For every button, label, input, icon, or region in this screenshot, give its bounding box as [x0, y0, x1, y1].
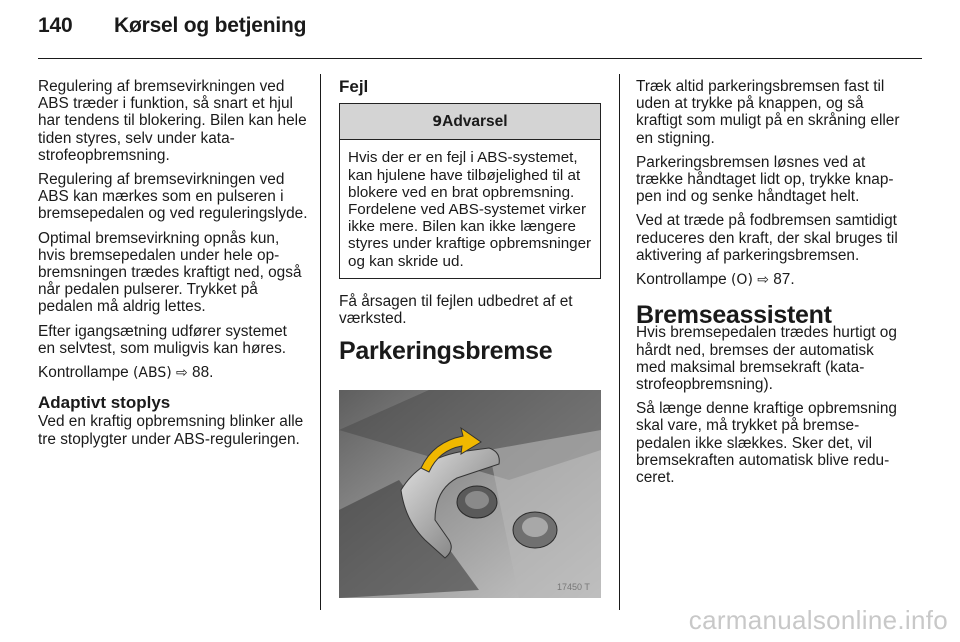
paragraph: Ved en kraftig opbremsning blinker alle tre stoplygter under ABS-reguleringen. [38, 413, 304, 448]
column-divider-1 [320, 74, 321, 610]
abs-warning-icon: (ABS) [132, 365, 172, 382]
column-left [38, 78, 308, 455]
column-right [636, 78, 902, 493]
reference-label: Kontrollampe [38, 364, 129, 382]
warning-title: Advarsel [442, 113, 508, 131]
page-header [38, 14, 306, 38]
paragraph: Optimal bremsevirkning opnås kun, hvis bremsepedalen under hele opbremsningen trædes kraftigt ned, også når pedalen pulserer. Trykket på pedalen må aldrig lettes. [38, 229, 302, 316]
paragraph: Træk altid parkeringsbremsen fast til uden at trykke på knappen, og så kraftigt som muligt på en skråning eller en stigning. [636, 78, 900, 147]
page-title: Kørsel og betjening [114, 14, 307, 37]
reference-label: Kontrollampe [636, 271, 727, 289]
page-reference[interactable]: 88. [192, 364, 214, 382]
warning-triangle-icon: 9 [432, 114, 443, 131]
image-code: 17450 T [557, 582, 590, 592]
column-divider-2 [619, 74, 620, 610]
section-heading: Bremseassistent [636, 301, 832, 330]
page-number: 140 [38, 14, 73, 37]
parking-brake-photo [339, 390, 601, 598]
page-reference-arrow-icon: ⇨ [757, 272, 769, 289]
paragraph: Få årsagen til fejlen udbedret af et værksted. [339, 292, 573, 328]
page-reference-arrow-icon: ⇨ [176, 365, 188, 382]
section-heading: Fejl [339, 77, 369, 96]
section-heading: Adaptivt stoplys [38, 393, 171, 413]
watermark: carmanualsonline.info [688, 605, 948, 635]
paragraph: Ved at træde på fodbremsen samtidigt reduceres den kraft, der skal bruges til aktivering af parkeringsbremsen. [636, 212, 898, 264]
paragraph: Så længe denne kraftige opbremsning skal vare, må trykket på bremsepedalen ikke slækkes. Sker det, vil bremsekraften automatisk blive reduceret. [636, 400, 897, 487]
page-reference[interactable]: 87. [773, 271, 795, 289]
paragraph: Regulering af bremsevirkningen ved ABS træder i funktion, så snart et hjul har tendens til blokering. Bilen kan hele tiden styres, selv under katastrofeopbremsning. [38, 78, 307, 164]
column-middle [339, 77, 601, 366]
paragraph: Hvis bremsepedalen trædes hurtigt og hårdt ned, bremses der automatisk med maksimal bremsekraft (katastrofeopbremsning). [636, 324, 897, 394]
paragraph-reference [38, 364, 308, 382]
header-rule [38, 58, 922, 59]
parking-brake-warning-icon: (O) [730, 272, 753, 289]
section-heading: Parkeringsbremse [339, 337, 553, 366]
paragraph: Efter igangsætning udfører systemet en selvtest, som muligvis kan høres. [38, 322, 287, 357]
warning-text: Hvis der er en fejl i ABS-systemet, kan hjulene have tilbøjelighed til at blokere ved en brat opbremsning. Fordelene ved ABS-systemet virker ikke mere. Bilen kan ikke længere styres under kraftige opbremsninger og kan skride ud. [348, 149, 592, 270]
warning-box [339, 103, 601, 279]
parking-brake-illustration [339, 390, 601, 598]
paragraph: Regulering af bremsevirkningen ved ABS kan mærkes som en pulseren i bremsepedalen og ved reguleringslyde. [38, 171, 308, 223]
paragraph-reference [636, 271, 902, 289]
warning-title-bar [340, 104, 600, 140]
paragraph: Parkeringsbremsen løsnes ved at trække håndtaget lidt op, trykke knappen ind og senke håndtaget helt. [636, 153, 894, 206]
